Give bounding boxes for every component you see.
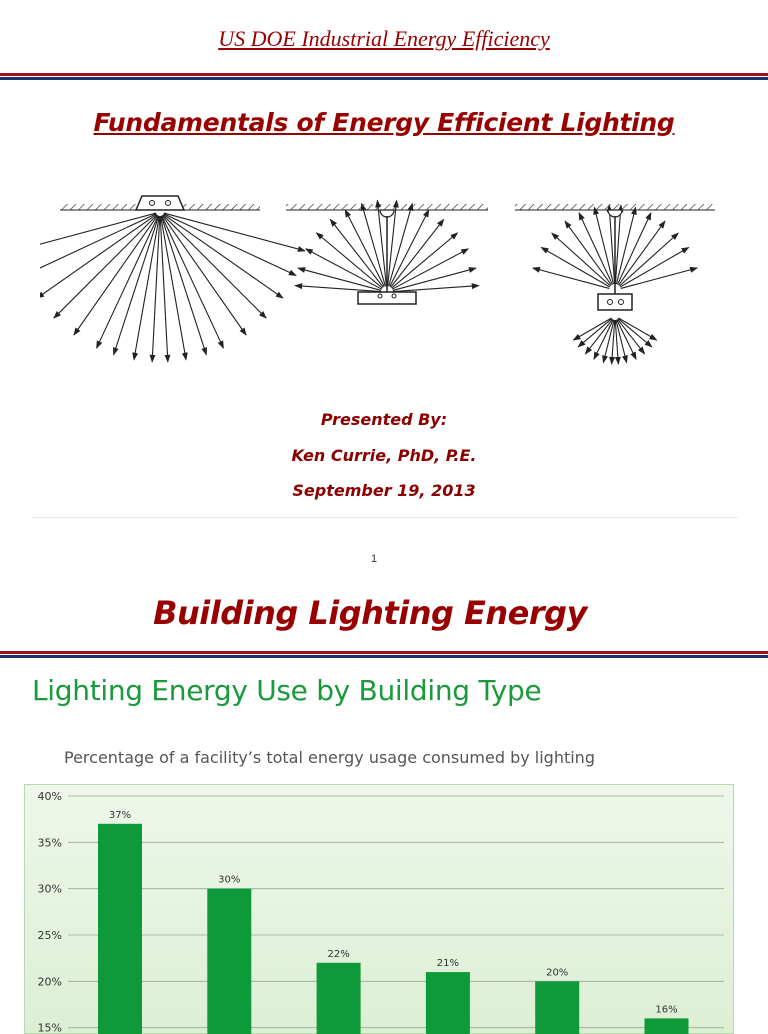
light-ray bbox=[552, 233, 611, 286]
light-ray bbox=[306, 249, 382, 289]
light-ray bbox=[164, 213, 305, 251]
header-rule bbox=[0, 73, 768, 80]
light-ray bbox=[163, 215, 266, 318]
light-ray bbox=[345, 210, 384, 287]
light-ray bbox=[619, 233, 678, 286]
lighting-energy-bar-chart bbox=[24, 784, 734, 1034]
presenter-label: Presented By: bbox=[320, 410, 448, 429]
light-ray bbox=[40, 213, 156, 251]
luminaire-diagrams bbox=[40, 180, 730, 375]
header-title: US DOE Industrial Energy Efficiency bbox=[218, 26, 550, 51]
direct-light-rays bbox=[40, 213, 305, 362]
y-tick-label: 35% bbox=[37, 836, 62, 850]
light-ray bbox=[579, 213, 612, 285]
slide-divider bbox=[32, 517, 738, 518]
bar bbox=[207, 889, 251, 1034]
ceiling-hatch-3 bbox=[515, 204, 715, 210]
y-tick-label: 15% bbox=[37, 1021, 62, 1034]
light-ray bbox=[616, 208, 635, 285]
bar-value-label: 20% bbox=[546, 967, 569, 979]
light-ray bbox=[40, 214, 156, 276]
bar bbox=[535, 981, 579, 1034]
bar-value-label: 21% bbox=[436, 958, 460, 970]
light-ray bbox=[618, 318, 656, 340]
presentation-date: September 19, 2013 bbox=[292, 481, 476, 500]
pendant-direct-indirect-fixture bbox=[598, 210, 632, 310]
ceiling-hatch-2 bbox=[286, 204, 488, 210]
light-ray bbox=[573, 318, 611, 340]
bar-value-label: 16% bbox=[655, 1004, 678, 1016]
bar-value-label: 22% bbox=[327, 948, 350, 960]
presenter-name: Ken Currie, PhD, P.E. bbox=[291, 446, 477, 465]
light-ray bbox=[164, 214, 296, 276]
page-number: 1 bbox=[370, 553, 378, 565]
bar bbox=[98, 824, 142, 1034]
chart-heading: Lighting Energy Use by Building Type bbox=[32, 674, 542, 707]
y-tick-label: 25% bbox=[37, 929, 62, 942]
light-ray bbox=[621, 268, 697, 288]
y-tick-label: 40% bbox=[37, 790, 62, 803]
light-ray bbox=[162, 215, 246, 335]
bar bbox=[426, 972, 470, 1034]
chart-subtitle: Percentage of a facility’s total energy usage consumed by lighting bbox=[64, 748, 595, 767]
light-ray bbox=[163, 214, 283, 298]
slide-2-rule bbox=[0, 651, 768, 658]
slide-2-title: Building Lighting Energy bbox=[153, 594, 587, 632]
pendant-indirect-fixture bbox=[358, 210, 416, 304]
light-ray bbox=[620, 248, 688, 288]
light-ray bbox=[565, 221, 611, 285]
bar-value-label: 30% bbox=[218, 874, 241, 886]
light-ray bbox=[390, 210, 429, 287]
bar bbox=[645, 1018, 689, 1034]
light-ray bbox=[392, 249, 468, 289]
light-ray bbox=[594, 208, 613, 285]
recessed-fixture bbox=[136, 196, 184, 210]
light-ray bbox=[114, 216, 159, 355]
light-ray bbox=[74, 215, 158, 335]
light-ray bbox=[533, 268, 609, 288]
bar bbox=[317, 963, 361, 1034]
light-ray bbox=[162, 216, 224, 348]
y-tick-label: 30% bbox=[37, 882, 62, 896]
y-tick-label: 20% bbox=[37, 975, 62, 989]
bar-value-label: 37% bbox=[108, 809, 132, 821]
light-ray bbox=[619, 221, 665, 285]
light-ray bbox=[54, 215, 157, 318]
light-ray bbox=[161, 216, 206, 355]
slide-title: Fundamentals of Energy Efficient Lighting bbox=[93, 108, 675, 137]
light-ray bbox=[618, 213, 651, 285]
light-ray bbox=[97, 216, 159, 348]
light-ray bbox=[541, 248, 609, 288]
